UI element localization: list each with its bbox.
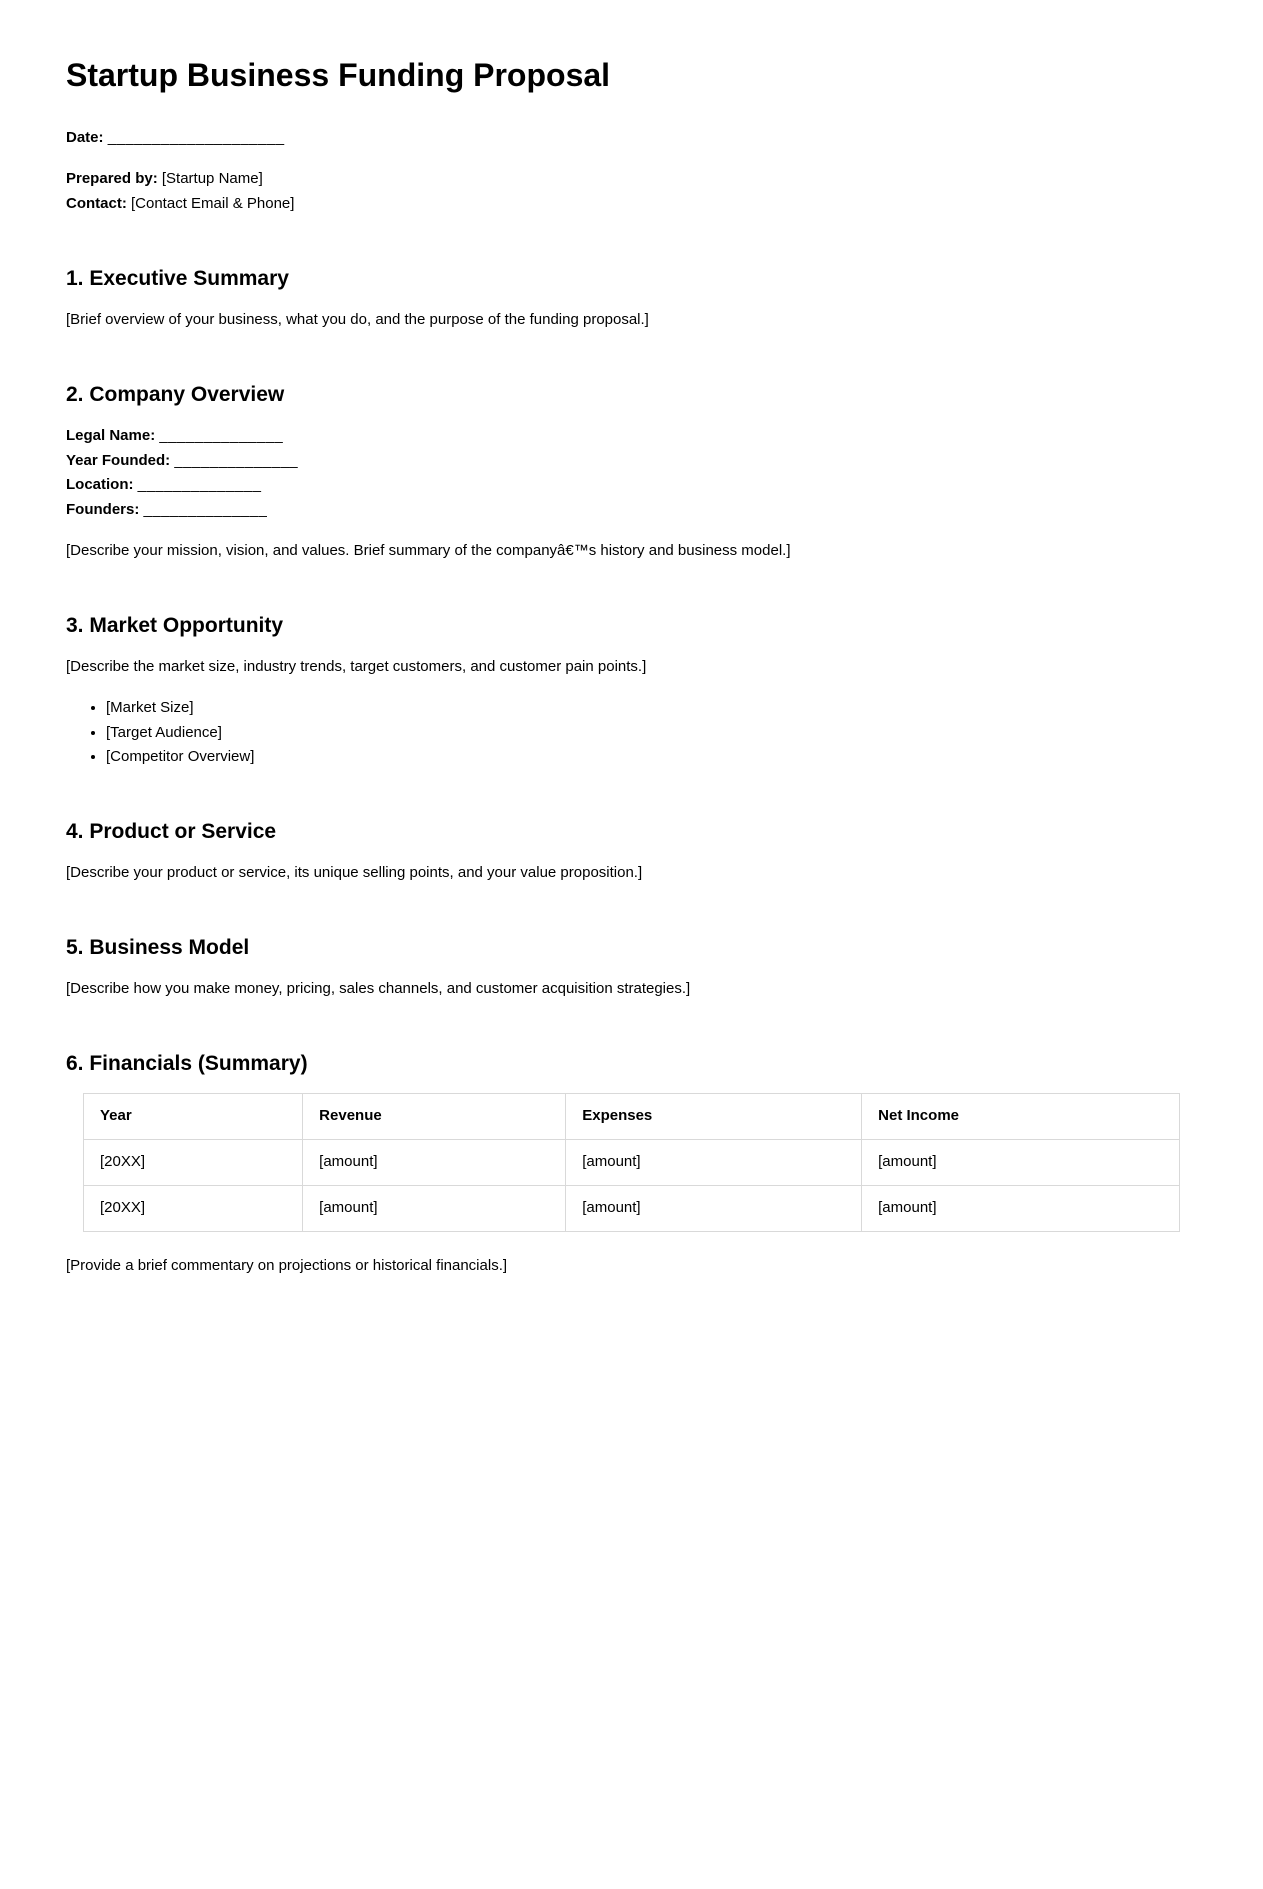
column-header-revenue: Revenue xyxy=(303,1094,566,1140)
financials-table-body xyxy=(83,1140,1179,1232)
section-heading-market-opportunity: 3. Market Opportunity xyxy=(66,613,284,637)
product-or-service-body: [Describe your product or service, its unique selling points, and your value proposition.] xyxy=(66,864,643,882)
financials-note: [Provide a brief commentary on projections or historical financials.] xyxy=(66,1256,508,1274)
legal-name-blank-line: ______________ xyxy=(159,426,284,444)
year-founded-label: Year Founded: xyxy=(66,451,171,469)
location-label: Location: xyxy=(66,476,134,494)
executive-summary-body: [Brief overview of your business, what you do, and the purpose of the funding proposal.] xyxy=(66,310,649,328)
section-company-overview xyxy=(66,381,1197,564)
legal-name-label: Legal Name: xyxy=(66,426,156,444)
table-header-row xyxy=(83,1094,1179,1140)
column-header-year: Year xyxy=(83,1094,302,1140)
table-cell-net-income: [amount] xyxy=(862,1185,1180,1231)
section-heading-executive-summary: 1. Executive Summary xyxy=(66,266,289,290)
page-title: Startup Business Funding Proposal xyxy=(66,57,611,93)
prepared-contact-block xyxy=(66,167,1197,217)
prepared-by-value: [Startup Name] xyxy=(161,170,263,188)
table-cell-year: [20XX] xyxy=(83,1140,302,1186)
year-founded-blank-line: ______________ xyxy=(174,451,299,469)
market-opportunity-body: [Describe the market size, industry trends, target customers, and customer pain points.] xyxy=(66,658,647,676)
section-product-or-service xyxy=(66,818,1197,886)
founders-label: Founders: xyxy=(66,501,140,519)
table-cell-revenue: [amount] xyxy=(303,1140,566,1186)
list-item-competitor-overview: • [Competitor Overview] xyxy=(106,745,1197,770)
table-cell-net-income: [amount] xyxy=(862,1140,1180,1186)
date-blank-line: ____________________ xyxy=(107,129,285,147)
founders-blank-line: ______________ xyxy=(143,501,268,519)
table-cell-expenses: [amount] xyxy=(566,1185,862,1231)
market-opportunity-list xyxy=(66,696,1197,770)
contact-value: [Contact Email & Phone] xyxy=(131,194,295,212)
financials-table-head xyxy=(83,1094,1179,1140)
section-heading-business-model: 5. Business Model xyxy=(66,936,250,960)
company-overview-body: [Describe your mission, vision, and values. Brief summary of the companyâ€™s history and business model.] xyxy=(66,541,791,559)
section-executive-summary xyxy=(66,265,1197,333)
table-cell-year: [20XX] xyxy=(83,1185,302,1231)
business-model-body: [Describe how you make money, pricing, sales channels, and customer acquisition strategies.] xyxy=(66,980,691,998)
location-blank-line: ______________ xyxy=(137,476,262,494)
section-heading-product-or-service: 4. Product or Service xyxy=(66,820,277,844)
table-cell-revenue: [amount] xyxy=(303,1185,566,1231)
list-item-target-audience: • [Target Audience] xyxy=(106,721,1197,746)
prepared-by-label: Prepared by: xyxy=(66,170,158,188)
section-heading-financials: 6. Financials (Summary) xyxy=(66,1052,308,1076)
company-overview-fields xyxy=(66,424,1197,523)
section-business-model xyxy=(66,934,1197,1002)
financials-table xyxy=(83,1093,1180,1231)
column-header-expenses: Expenses xyxy=(566,1094,862,1140)
section-heading-company-overview: 2. Company Overview xyxy=(66,382,285,406)
list-item-market-size: • [Market Size] xyxy=(106,696,1197,721)
table-row xyxy=(83,1185,1179,1231)
section-market-opportunity xyxy=(66,612,1197,770)
section-financials xyxy=(66,1050,1197,1278)
date-label: Date: xyxy=(66,129,104,147)
table-row xyxy=(83,1140,1179,1186)
column-header-net-income: Net Income xyxy=(862,1094,1180,1140)
table-cell-expenses: [amount] xyxy=(566,1140,862,1186)
date-row xyxy=(66,126,1197,151)
contact-label: Contact: xyxy=(66,194,127,212)
